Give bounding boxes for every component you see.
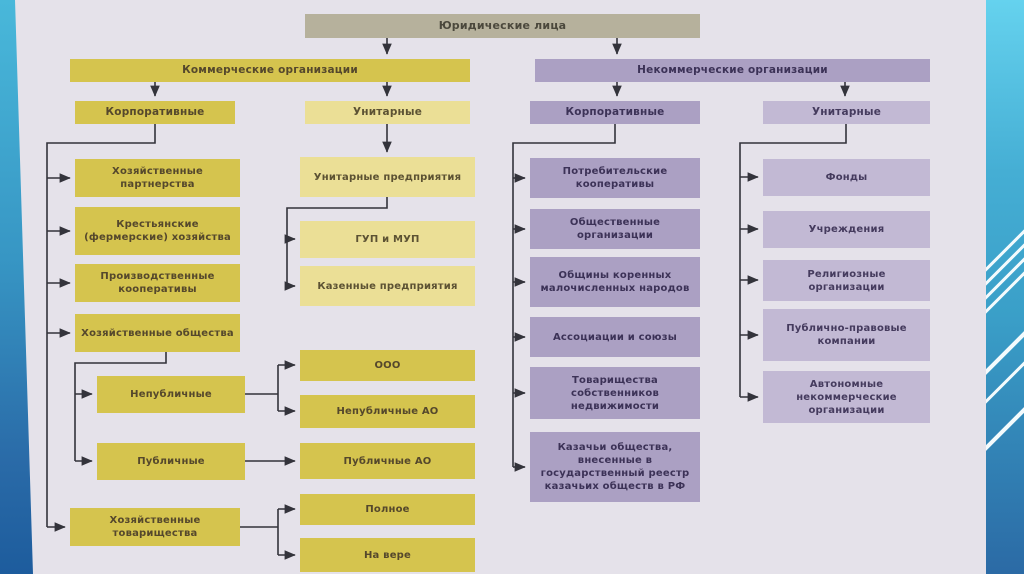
node-cossack-societies: Казачьи общества, внесенные в государственный реестр казачьих обществ в РФ <box>530 432 700 502</box>
node-consumer-cooperatives: Потребительские кооперативы <box>530 158 700 198</box>
node-full-partnership: Полное <box>300 494 475 525</box>
node-commercial-organizations: Коммерческие организации <box>70 59 470 82</box>
node-unitary-enterprises: Унитарные предприятия <box>300 157 475 197</box>
node-religious-organizations: Религиозные организации <box>763 260 930 301</box>
node-noncommercial-organizations: Некоммерческие организации <box>535 59 930 82</box>
node-commercial-corporate: Корпоративные <box>75 101 235 124</box>
node-business-partnerships: Хозяйственные партнерства <box>75 159 240 197</box>
node-noncommercial-unitary: Унитарные <box>763 101 930 124</box>
node-autonomous-noncommercial-organizations: Автономные некоммерческие организации <box>763 371 930 423</box>
node-business-societies: Хозяйственные общества <box>75 314 240 352</box>
node-public-organizations: Общественные организации <box>530 209 700 249</box>
node-noncommercial-corporate: Корпоративные <box>530 101 700 124</box>
node-limited-partnership: На вере <box>300 538 475 572</box>
node-public-ao: Публичные АО <box>300 443 475 479</box>
node-state-owned-enterprises: Казенные предприятия <box>300 266 475 306</box>
node-nonpublic-ao: Непубличные АО <box>300 395 475 428</box>
node-funds: Фонды <box>763 159 930 196</box>
node-production-cooperatives: Производственные кооперативы <box>75 264 240 302</box>
node-gup-mup: ГУП и МУП <box>300 221 475 258</box>
node-property-owners-partnerships: Товарищества собственников недвижимости <box>530 367 700 419</box>
node-associations-unions: Ассоциации и союзы <box>530 317 700 357</box>
node-public-law-companies: Публично-правовые компании <box>763 309 930 361</box>
left-frame-bar <box>0 0 34 574</box>
node-ooo: ООО <box>300 350 475 381</box>
node-peasant-farms: Крестьянские (фермерские) хозяйства <box>75 207 240 255</box>
node-public: Публичные <box>97 443 245 480</box>
node-nonpublic: Непубличные <box>97 376 245 413</box>
right-frame-bar <box>986 0 1024 574</box>
diagonal-stripe <box>986 310 1024 398</box>
node-commercial-unitary: Унитарные <box>305 101 470 124</box>
diagonal-stripe <box>986 386 1024 474</box>
node-institutions: Учреждения <box>763 211 930 248</box>
node-business-partnerships-tovarishchestva: Хозяйственные товарищества <box>70 508 240 546</box>
node-legal-entities: Юридические лица <box>305 14 700 38</box>
node-indigenous-communities: Общины коренных малочисленных народов <box>530 257 700 307</box>
